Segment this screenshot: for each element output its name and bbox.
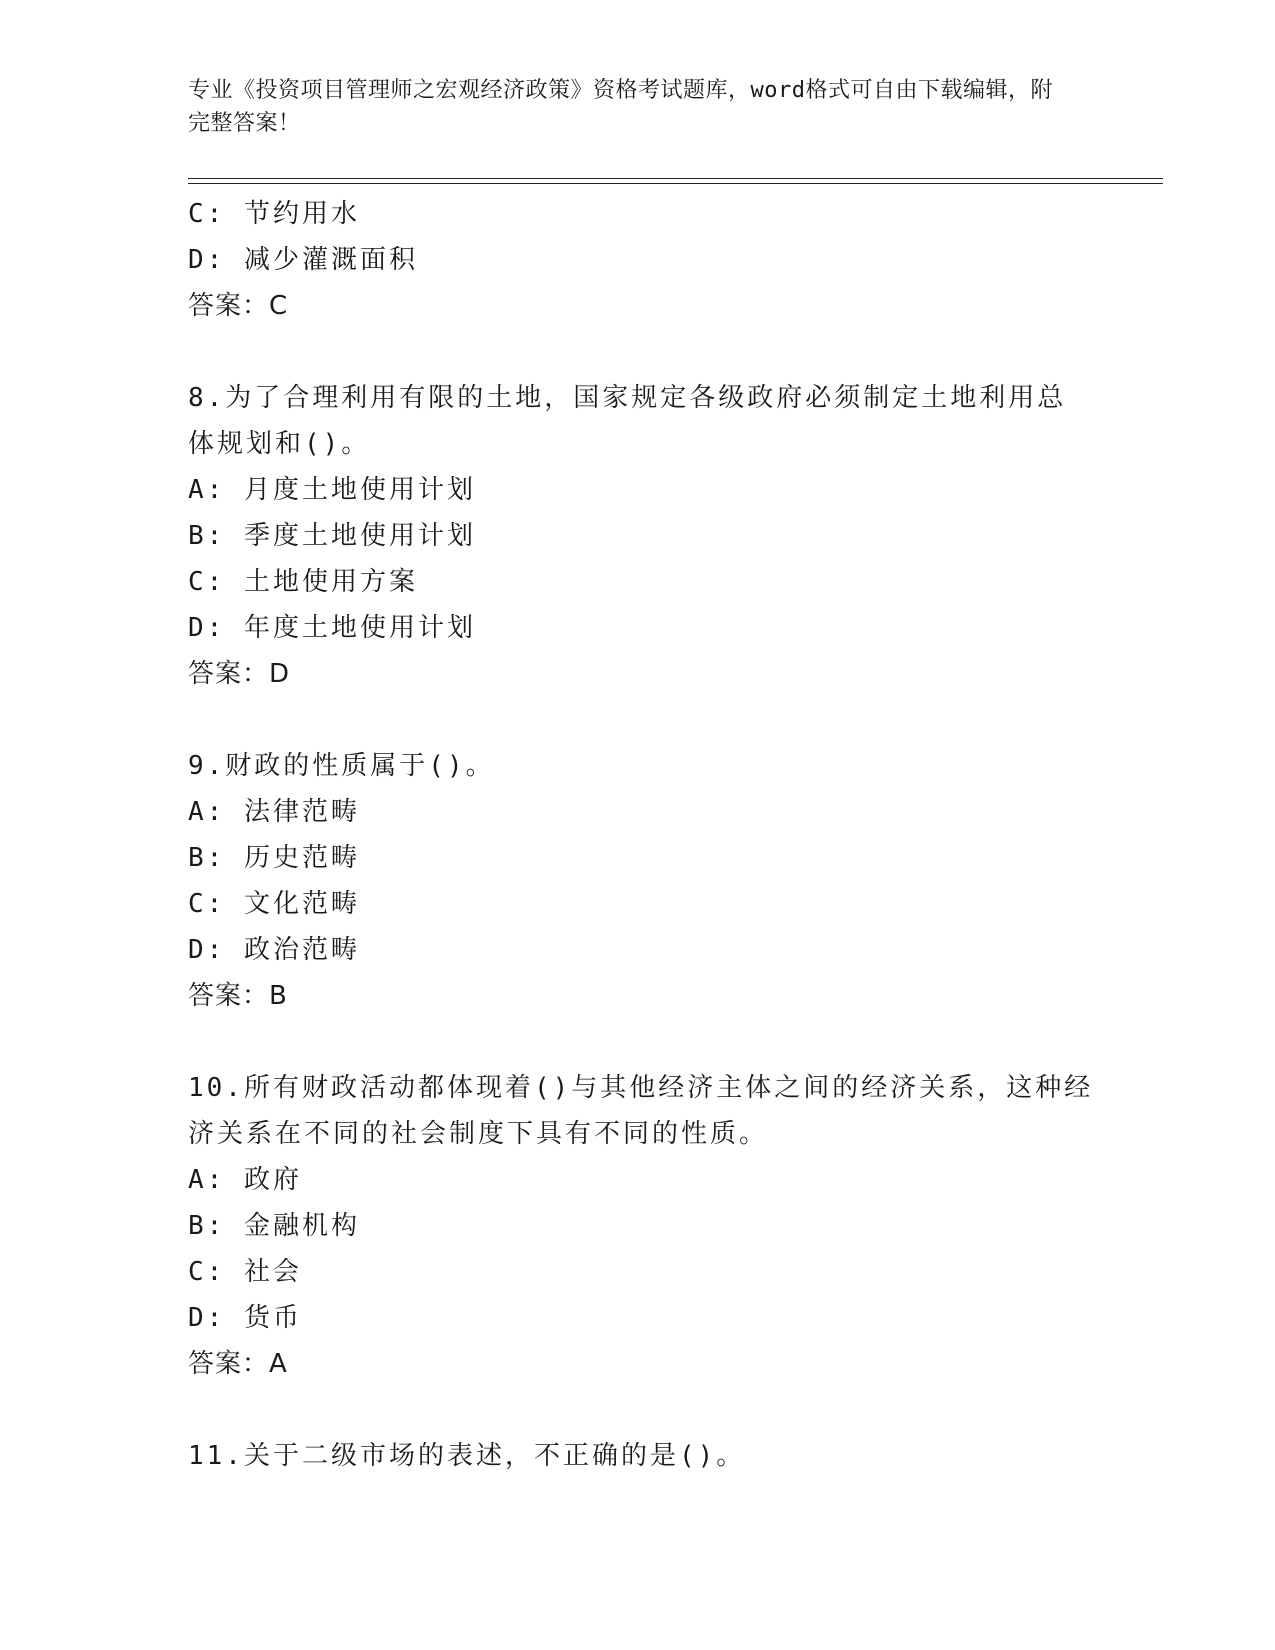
- answer-line: 答案：C: [188, 291, 289, 321]
- option-item: D: 货币: [188, 1303, 302, 1333]
- question-text: 9.财政的性质属于()。: [188, 751, 495, 781]
- block-spacer: [188, 1387, 1088, 1433]
- question-text: 10.所有财政活动都体现着()与其他经济主体之间的经济关系，这种经: [188, 1073, 1094, 1103]
- answer-line: 答案：B: [188, 981, 288, 1011]
- answer-line: 答案：A: [188, 1349, 288, 1379]
- option-item: A: 月度土地使用计划: [188, 475, 476, 505]
- option-item: C: 社会: [188, 1257, 302, 1287]
- question-list: [188, 191, 1094, 1479]
- header-title: 专业《投资项目管理师之宏观经济政策》资格考试题库，word格式可自由下载编辑，附完整答案！: [188, 78, 1053, 136]
- question-text: 济关系在不同的社会制度下具有不同的性质。: [188, 1119, 769, 1149]
- question-block: [188, 1387, 1088, 1479]
- question-block: [188, 191, 1088, 329]
- option-item: C: 节约用水: [188, 199, 360, 229]
- block-spacer: [188, 697, 1088, 743]
- header-rule-top: [188, 178, 1163, 179]
- document-header: [188, 74, 1068, 140]
- question-block: [188, 697, 1088, 1019]
- option-item: B: 金融机构: [188, 1211, 360, 1241]
- option-item: A: 政府: [188, 1165, 302, 1195]
- question-block: [188, 1019, 1094, 1387]
- question-text: 8.为了合理利用有限的土地，国家规定各级政府必须制定土地利用总: [188, 383, 1067, 413]
- question-text: 11.关于二级市场的表述，不正确的是()。: [188, 1441, 746, 1471]
- block-spacer: [188, 329, 1088, 375]
- answer-line: 答案：D: [188, 659, 291, 689]
- option-item: B: 季度土地使用计划: [188, 521, 476, 551]
- block-spacer: [188, 1019, 1088, 1065]
- header-rule-bottom: [188, 183, 1163, 184]
- option-item: D: 政治范畴: [188, 935, 360, 965]
- question-text: 体规划和()。: [188, 429, 371, 459]
- option-item: D: 年度土地使用计划: [188, 613, 476, 643]
- option-item: C: 土地使用方案: [188, 567, 418, 597]
- option-item: C: 文化范畴: [188, 889, 360, 919]
- option-item: B: 历史范畴: [188, 843, 360, 873]
- option-item: A: 法律范畴: [188, 797, 360, 827]
- question-block: [188, 329, 1088, 697]
- option-item: D: 减少灌溉面积: [188, 245, 418, 275]
